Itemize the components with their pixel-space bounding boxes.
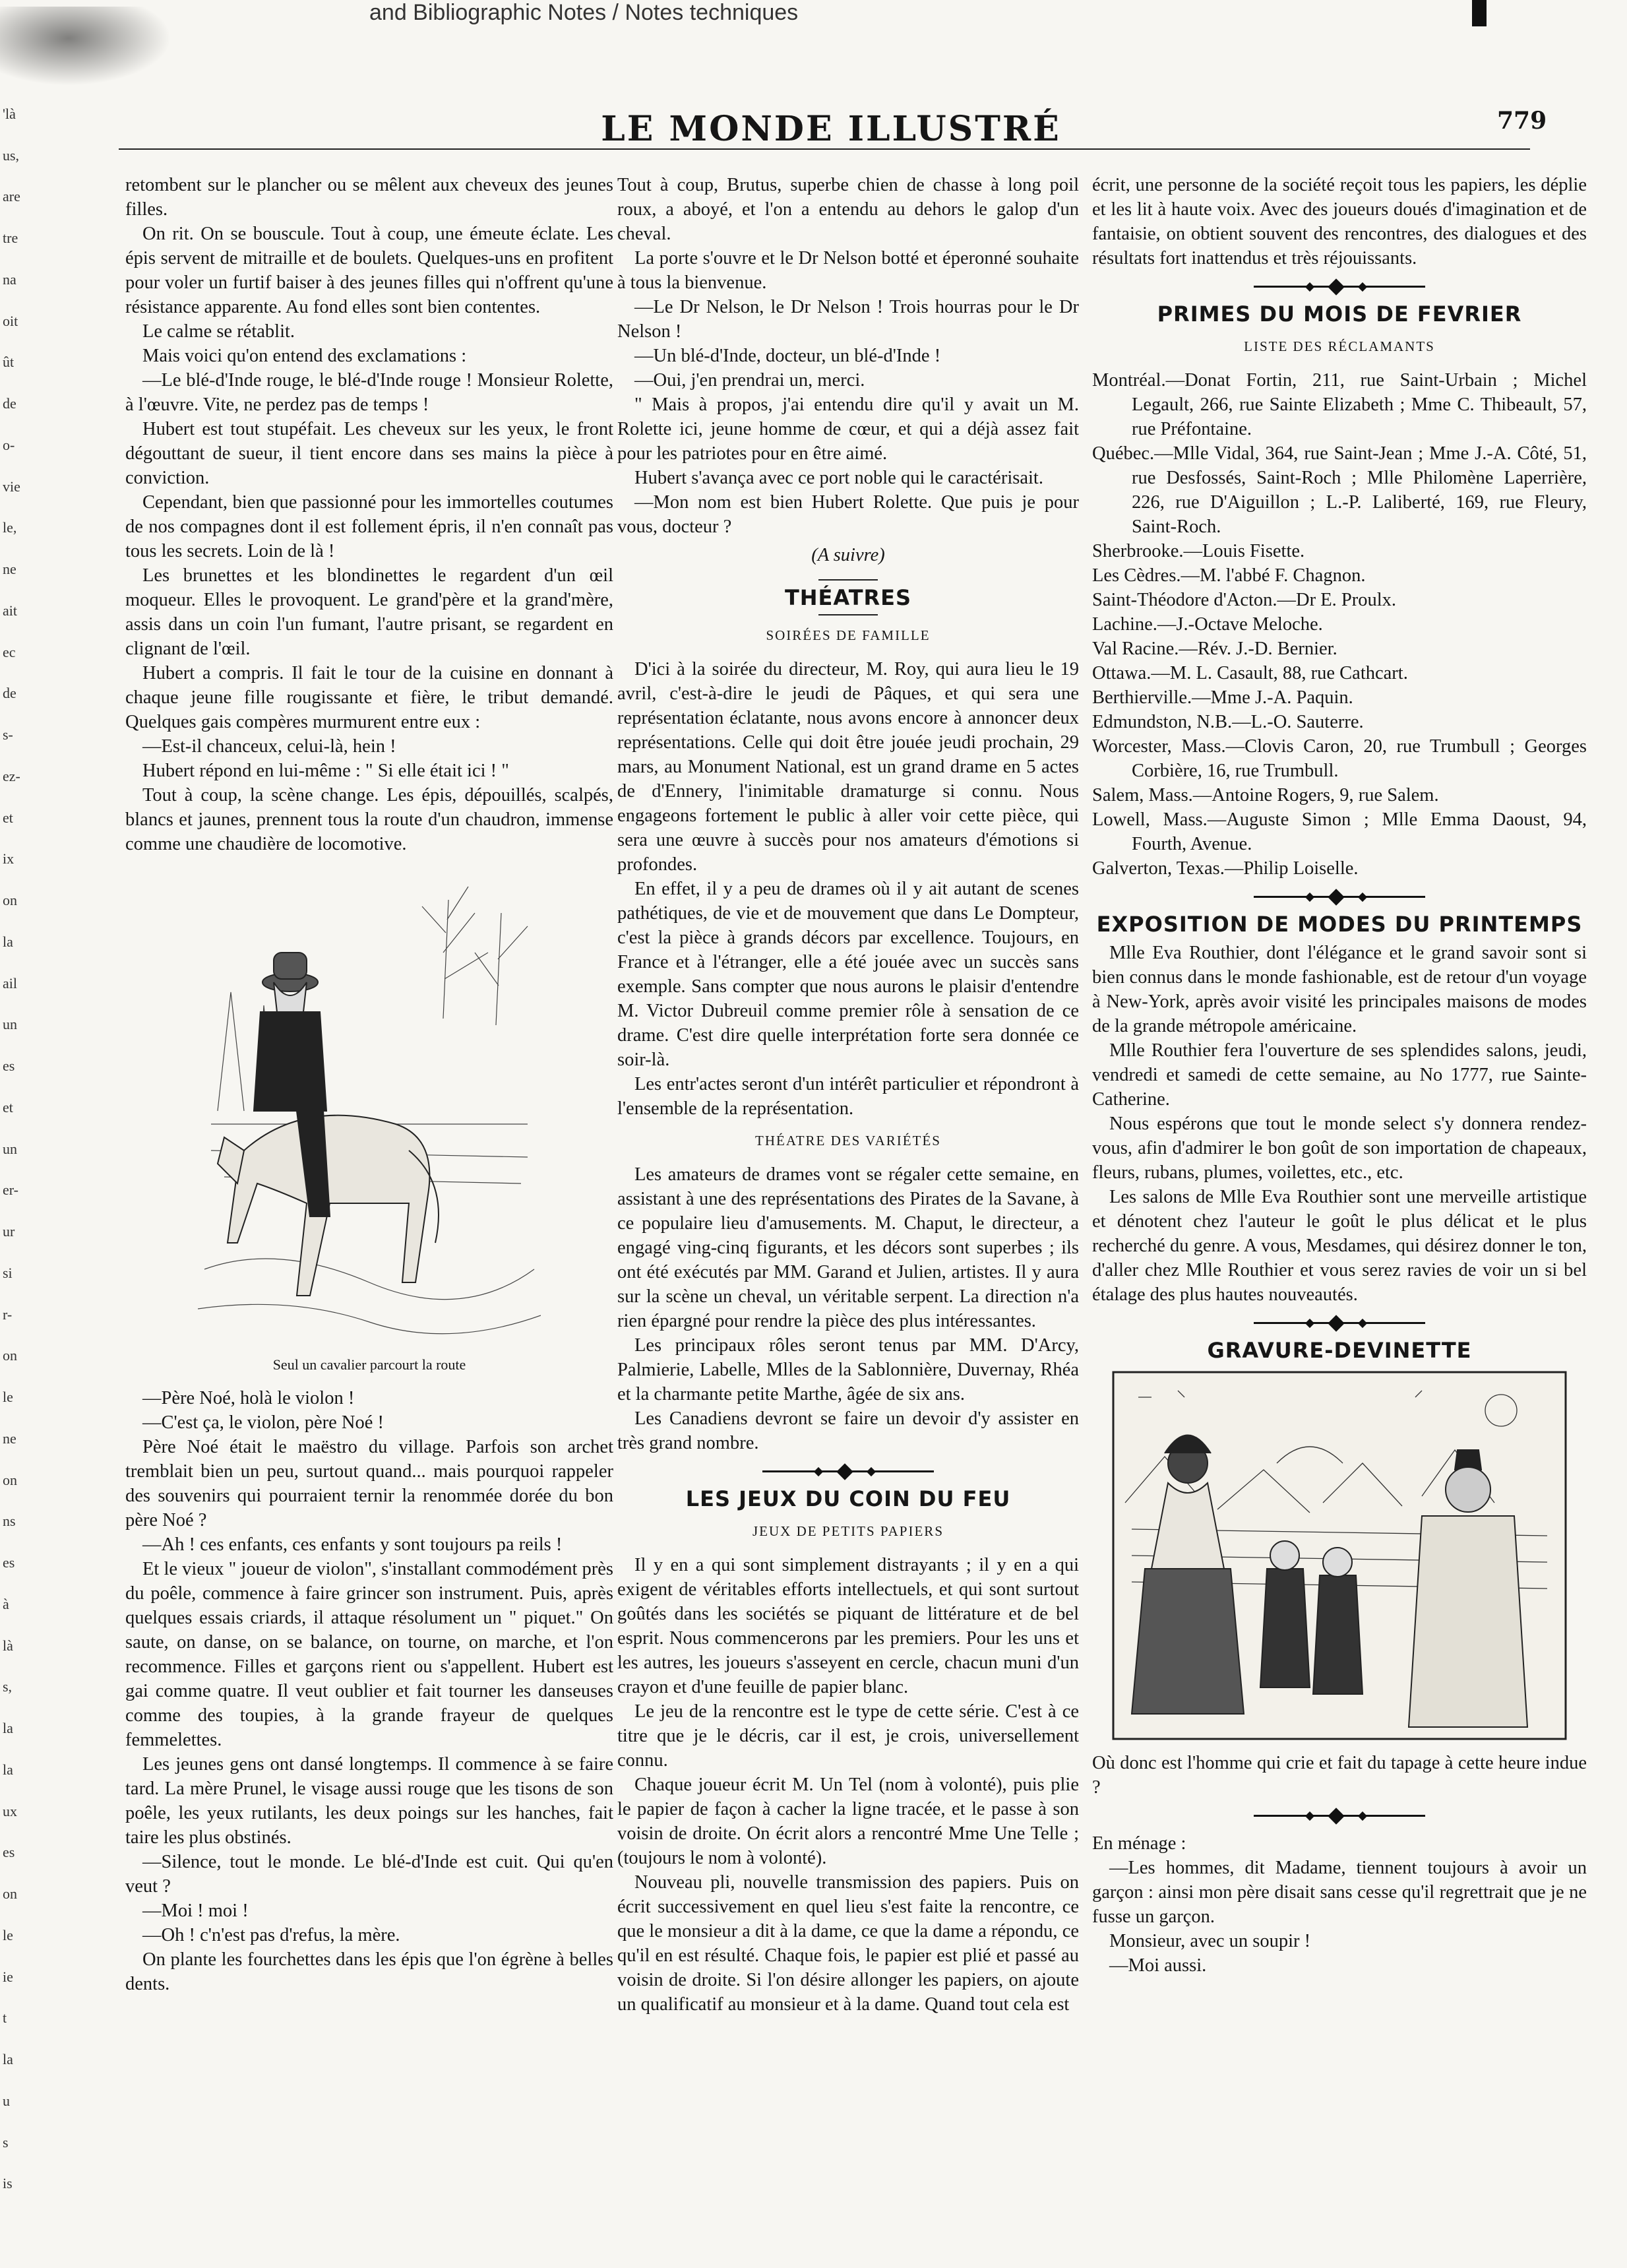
paragraph: Nouveau pli, nouvelle transmission des papiers. Puis on écrit successivement en quel lieu s'est faite la rencontre, ce que le monsieur a dit à la dame, ce que la dame a répondu, ce qu'il en est résulté. Chaque fois, le papier est plié et passé au voisin de droite. Si l'on désire allonger les papiers, on ajoute un qualificatif au monsieur et à la dame. Quand tout cela est (617, 1872, 1079, 2015)
paragraph: On rit. On se bouscule. Tout à coup, une émeute éclate. Les épis servent de mitraille et de boulets. Quelques-uns en profitent pour voler un furtif baiser à des jeunes filles qui n'offrent qu'une résistance apparente. Au fond elles sont bien contentes. (125, 224, 613, 317)
paragraph: —Oh ! c'n'est pas d'refus, la mère. (142, 1925, 400, 1945)
list-item: Worcester, Mass.—Clovis Caron, 20, rue Trumbull ; Georges Corbière, 16, rue Trumbull. (1092, 736, 1587, 781)
gutter-fragment: la (3, 2051, 13, 2067)
list-item: Saint-Théodore d'Acton.—Dr E. Proulx. (1092, 590, 1397, 610)
gutter-fragment: ait (3, 602, 17, 619)
gutter-fragment: si (3, 1265, 13, 1281)
masthead: LE MONDE ILLUSTRÉ (601, 109, 1061, 149)
gutter-fragment: er- (3, 1181, 18, 1198)
paragraph: —Est-il chanceux, celui-là, hein ! (142, 736, 396, 757)
figure-caption: Seul un cavalier parcourt la route (272, 1356, 466, 1373)
gravure-engraving (1112, 1371, 1567, 1747)
section-rule (818, 579, 878, 581)
paragraph: On plante les fourchettes dans les épis que l'on égrène à belles dents. (125, 1949, 613, 1994)
paragraph: Monsieur, avec un soupir ! (1109, 1931, 1311, 1951)
paragraph: —Les hommes, dit Madame, tiennent toujours à avoir un garçon : ainsi mon père disait sans cesse qu'il regrettrait que je ne fusse un garçon. (1092, 1858, 1587, 1927)
list-item: Montréal.—Donat Fortin, 211, rue Saint-Urbain ; Michel Legault, 266, rue Sainte Elizabeth ; Mme C. Thibeault, 57, rue Préfontaine. (1092, 370, 1587, 439)
list-item: Ottawa.—M. L. Casault, 88, rue Cathcart. (1092, 663, 1408, 683)
paragraph: Mlle Routhier fera l'ouverture de ses splendides salons, jeudi, vendredi et samedi de cette semaine, au No 1777, rue Sainte-Catherine. (1092, 1040, 1587, 1110)
section-title-primes: PRIMES DU MOIS DE FEVRIER (1157, 301, 1522, 327)
paragraph: Hubert s'avança avec ce port noble qui le caractérisait. (634, 468, 1043, 488)
list-item: Les Cèdres.—M. l'abbé F. Chagnon. (1092, 565, 1366, 586)
paragraph: La porte s'ouvre et le Dr Nelson botté et éperonné souhaite à tous la bienvenue. (617, 248, 1079, 293)
top-note: and Bibliographic Notes / Notes techniques (369, 0, 799, 25)
paragraph: —Silence, tout le monde. Le blé-d'Inde est cuit. Qui qu'en veut ? (125, 1852, 613, 1897)
gutter-fragment: s- (3, 726, 13, 743)
paragraph: Le jeu de la rencontre est le type de cette série. C'est à ce titre que je le décris, car il est, je crois, universellement connu. (617, 1701, 1079, 1771)
paragraph: Hubert répond en lui-même : " Si elle était ici ! " (142, 761, 509, 781)
paragraph: Mlle Eva Routhier, dont l'élégance et le grand savoir sont si bien connus dans le monde fashionable, est de retour d'un voyage à New-York, après avoir visité les principales maisons de modes de la grande métropole américaine. (1092, 943, 1587, 1036)
list-item: Galverton, Texas.—Philip Loiselle. (1092, 858, 1359, 879)
list-item: Lachine.—J.-Octave Meloche. (1092, 614, 1323, 635)
gutter-fragment: là (3, 1637, 13, 1654)
section-title-gravure: GRAVURE-DEVINETTE (1207, 1338, 1472, 1363)
list-item: Edmundston, N.B.—L.-O. Sauterre. (1092, 712, 1364, 732)
paragraph: Les Canadiens devront se faire un devoir d'y assister en très grand nombre. (617, 1408, 1079, 1453)
gutter-fragment: le (3, 1927, 13, 1943)
gutter-fragment: la (3, 1761, 13, 1778)
paragraph: Le calme se rétablit. (142, 321, 295, 342)
menage-heading: En ménage : (1092, 1833, 1186, 1854)
gutter-fragment: on (3, 1885, 17, 1902)
paragraph: retombent sur le plancher ou se mêlent aux cheveux des jeunes filles. (125, 175, 613, 220)
gutter-fragment: 'là (3, 106, 16, 122)
edge-mark (1472, 0, 1487, 26)
paragraph: —Père Noé, holà le violon ! (142, 1388, 355, 1408)
paragraph: Les entr'actes seront d'un intérêt particulier et répondront à l'ensemble de la représentation. (617, 1074, 1079, 1119)
gravure-caption: Où donc est l'homme qui crie et fait du tapage à cette heure indue ? (1092, 1753, 1587, 1798)
gutter-fragment: la (3, 933, 13, 950)
gutter-fragment: ût (3, 354, 15, 370)
column-2 (617, 173, 1079, 2017)
ornament-divider (762, 1465, 934, 1478)
rider-engraving (198, 873, 541, 1348)
gutter-fragment: de (3, 685, 16, 701)
paragraph: Les salons de Mlle Eva Routhier sont une merveille artistique et dénotent chez l'auteur le goût le plus délicat et le plus recherché du genre. A vous, Mesdames, qui désirez donner le ton, d'aller chez Mlle Routhier et vous serez ravies de voir un si bel étalage des plus hautes nouveautés. (1092, 1187, 1587, 1305)
gutter-fragment: t (3, 2009, 7, 2026)
paragraph: —Le Dr Nelson, le Dr Nelson ! Trois hourras pour le Dr Nelson ! (617, 297, 1079, 342)
ornament-divider (1254, 280, 1425, 293)
gutter-fragment: o- (3, 437, 15, 453)
ornament-divider (1254, 1316, 1425, 1329)
paragraph: —Moi ! moi ! (142, 1901, 249, 1921)
section-rule (818, 614, 878, 615)
gutter-fragment: r- (3, 1306, 13, 1323)
gutter-fragment: le, (3, 519, 17, 536)
gutter-fragment: ix (3, 850, 15, 867)
gutter-fragment: ne (3, 1430, 16, 1447)
gutter-fragment: are (3, 188, 20, 205)
paragraph: —Oui, j'en prendrai un, merci. (634, 370, 865, 391)
subheading-jeux: JEUX DE PETITS PAPIERS (752, 1523, 944, 1539)
section-title-theatres: THÉATRES (784, 585, 912, 610)
paragraph: écrit, une personne de la société reçoit tous les papiers, les déplie et les lit à haute voix. Avec des joueurs doués d'imagination et de fantaisie, on obtient souvent des rencontres, des dialogues et des résultats fort inattendus et très réjouissants. (1092, 175, 1587, 268)
subheading-soirees: SOIRÉES DE FAMILLE (766, 627, 931, 643)
list-item: Québec.—Mlle Vidal, 364, rue Saint-Jean ; Mme J.-A. Côté, 51, rue Desfossés, Saint-Roch ; Mlle Philomène Laperrière, 226, rue D'Aiguillon ; L.-P. Laliberté, 169, rue Fleury, Saint-Roch. (1092, 443, 1587, 537)
paragraph: " Mais à propos, j'ai entendu dire qu'il y avait un M. Rolette ici, jeune homme de cœur, et qui a déjà assez fait pour les patriotes pour en être aimé. (617, 394, 1079, 464)
paragraph: Hubert a compris. Il fait le tour de la cuisine en donnant à chaque jeune fille rougissante et fière, le tribut demandé. Quelques gais compères murmurent entre eux : (125, 663, 613, 732)
paragraph: —Ah ! ces enfants, ces enfants y sont toujours pa reils ! (142, 1534, 563, 1555)
paragraph: Tout à coup, la scène change. Les épis, dépouillés, scalpés, blancs et jaunes, prennent tous la route d'un chaudron, immense comme une chaudière de locomotive. (125, 785, 613, 854)
gutter-fragment: un (3, 1016, 17, 1032)
gutter-fragment: ne (3, 561, 16, 577)
gutter-fragment: ie (3, 1969, 13, 1985)
gutter-fragment: on (3, 1347, 17, 1364)
subheading-varietes: THÉATRE DES VARIÉTÉS (755, 1133, 941, 1149)
gutter-fragment: ez- (3, 768, 20, 784)
gutter-fragment: ec (3, 644, 16, 660)
list-item: Val Racine.—Rév. J.-D. Bernier. (1092, 639, 1337, 659)
col1-paragraphs (125, 173, 613, 856)
column-1 (125, 173, 613, 1996)
rider-illustration (198, 873, 541, 1348)
paragraph: Père Noé était le maëstro du village. Parfois son archet tremblait bien un peu, surtout quand... mais pourquoi rappeler des souvenirs qui pourraient ternir la renommée dorée du bon père Noé ? (125, 1437, 613, 1530)
gutter-fragment: on (3, 1472, 17, 1488)
gutter-fragment: s, (3, 1678, 13, 1695)
column-3 (1092, 173, 1587, 1978)
paragraph: Il y en a qui sont simplement distrayants ; il y en a qui exigent de véritables efforts intellectuels, et qui sont surtout goûtés dans les sociétés se piquant de littérature et de bel esprit. Nous commencerons par les premiers. Pour les uns et les autres, les joueurs s'asseyent en cercle, chacun muni d'un crayon et d'une feuille de papier blanc. (617, 1555, 1079, 1697)
gutter-fragment: oit (3, 313, 18, 329)
gutter-fragment: vie (3, 478, 20, 495)
gutter-fragment: ux (3, 1803, 17, 1819)
list-item: Sherbrooke.—Louis Fisette. (1092, 541, 1305, 561)
a-suivre: (A suivre) (811, 545, 885, 565)
gutter-fragment: is (3, 2175, 13, 2191)
list-item: Lowell, Mass.—Auguste Simon ; Mlle Emma Daoust, 94, Fourth, Avenue. (1092, 809, 1587, 854)
gutter-fragment: na (3, 271, 16, 288)
gutter-fragment: et (3, 809, 13, 826)
paragraph: D'ici à la soirée du directeur, M. Roy, qui aura lieu le 19 avril, c'est-à-dire le jeudi de Pâques, et qui sera une représentation éclatante, nous avons encore à annoncer deux représentations. Celle qui doit être jouée jeudi prochain, 29 mars, au Monument National, est un grand drame en 5 actes de d'Ennery, l'inimitable dramaturge si connu. Nous engageons fortement le public à aller voir cette pièce, qui sera une œuvre à succès pour nos amateurs d'émotions si profondes. (617, 659, 1079, 875)
paragraph: —Le blé-d'Inde rouge, le blé-d'Inde rouge ! Monsieur Rolette, à l'œuvre. Vite, ne perdez pas de temps ! (125, 370, 613, 415)
claimants-list (1092, 368, 1587, 881)
gutter-fragment: s (3, 2134, 9, 2151)
section-title-jeux: LES JEUX DU COIN DU FEU (685, 1486, 1011, 1511)
gutter-fragment: et (3, 1099, 13, 1116)
gutter-fragment: us, (3, 147, 20, 164)
gutter-fragment: u (3, 2093, 10, 2109)
paragraph: Nous espérons que tout le monde select s'y donnera rendez-vous, afin d'admirer le bon goût de son importation de chapeaux, fleurs, rubans, plumes, voilettes, etc., etc. (1092, 1114, 1587, 1183)
col1-paragraphs-after (125, 1386, 613, 1996)
paragraph: Et le vieux " joueur de violon", s'installant commodément près du poêle, commence à faire grincer son instrument. Puis, après quelques essais criards, il attaque résolument un " piquet." On saute, on danse, on se balance, on tourne, on marche, et l'on recommence. Filles et garçons rient ou s'appellent. Hubert est gai comme quatre. Il veut oublier et fait tourner les danseuses comme des toupies, à la grande frayeur de quelques femmelettes. (125, 1559, 613, 1750)
list-item: Berthierville.—Mme J.-A. Paquin. (1092, 687, 1353, 708)
subheading-reclamants: LISTE DES RÉCLAMANTS (1244, 338, 1435, 354)
paragraph: Les amateurs de drames vont se régaler cette semaine, en assistant à une des représentations des Pirates de la Savane, à ce populaire lieu d'amusements. M. Chaput, le directeur, a engagé ving-cinq figurants, et les décors sont superbes ; ils ont été exécutés par MM. Garand et Julien, artistes. Il y aura sur la scène un cheval, un véritable serpent. La direction n'a rien épargné pour rendre la pièce des plus intéressantes. (617, 1164, 1079, 1331)
page-number: 779 (1497, 107, 1547, 135)
paragraph: En effet, il y a peu de drames où il y ait autant de scenes pathétiques, de vie et de mouvement que dans Le Dompteur, c'est la pièce à grands décors par excellence. Toujours, en France et à l'étranger, elle a été jouée avec un succès sans exemple. Sans compter que nous aurons le plaisir d'entendre M. Victor Dubreuil comme premier rôle à sensation de ce drame. C'est dire quelle interprétation forte sera donnée ce soir-là. (617, 879, 1079, 1070)
paragraph: Chaque joueur écrit M. Un Tel (nom à volonté), puis plie le papier de façon à cacher la ligne tracée, et le passe à son voisin de droite. On écrit alors a rencontré Mme Une Telle ; (toujours le nom à volonté). (617, 1775, 1079, 1868)
paragraph: Tout à coup, Brutus, superbe chien de chasse à long poil roux, a aboyé, et l'on a entendu au dehors le galop d'un cheval. (617, 175, 1079, 244)
paragraph: Les brunettes et les blondinettes le regardent d'un œil moqueur. Elles le provoquent. Le grand'père et la grand'mère, assis dans un coin l'un fumant, l'autre prisant, se regardent en clignant de l'œil. (125, 565, 613, 659)
gutter-fragment: es (3, 1057, 15, 1074)
gutter-fragment: on (3, 892, 17, 908)
section-title-exposition: EXPOSITION DE MODES DU PRINTEMPS (1096, 912, 1583, 937)
paragraph: —Un blé-d'Inde, docteur, un blé-d'Inde ! (634, 346, 941, 366)
gutter-fragment: es (3, 1554, 15, 1571)
paragraph: Hubert est tout stupéfait. Les cheveux sur les yeux, le front dégouttant de sueur, il tient encore dans ses mains la pièce à conviction. (125, 419, 613, 488)
gutter-fragment: de (3, 395, 16, 412)
ink-smudge (0, 7, 171, 86)
gutter-fragment: le (3, 1389, 13, 1405)
header-rule (119, 148, 1530, 150)
gutter-fragment: un (3, 1141, 17, 1157)
paragraph: Les principaux rôles seront tenus par MM. D'Arcy, Palmierie, Labelle, Mlles de la Sablonnière, Duvernay, Rhéa et la charmante petite Marthe, âgée de six ans. (617, 1335, 1079, 1404)
paragraph: Mais voici qu'on entend des exclamations : (142, 346, 467, 366)
gutter-fragment: ail (3, 975, 17, 992)
paragraph: Les jeunes gens ont dansé longtemps. Il commence à se faire tard. La mère Prunel, le visage aussi rouge que les tisons de son poêle, les yeux rutilants, les deux poings sur les hanches, fait taire les plus obstinés. (125, 1754, 613, 1848)
gutter-fragment: es (3, 1844, 15, 1860)
paragraph: —C'est ça, le violon, père Noé ! (142, 1412, 384, 1433)
paragraph: —Mon nom est bien Hubert Rolette. Que puis je pour vous, docteur ? (617, 492, 1079, 537)
gutter-fragment: ur (3, 1223, 15, 1240)
puzzle-illustration (1112, 1371, 1567, 1740)
paragraph: —Moi aussi. (1109, 1955, 1207, 1976)
ornament-divider (1254, 1809, 1425, 1822)
gutter-fragment: ns (3, 1513, 16, 1529)
paragraph: Cependant, bien que passionné pour les immortelles coutumes de nos compagnes dont il est follement épris, il n'en connaît pas tous les secrets. Loin de là ! (125, 492, 613, 561)
ornament-divider (1254, 890, 1425, 903)
gutter-fragment: à (3, 1596, 9, 1612)
list-item: Salem, Mass.—Antoine Rogers, 9, rue Salem. (1092, 785, 1439, 805)
gutter-fragment: tre (3, 230, 18, 246)
gutter-fragment: la (3, 1720, 13, 1736)
